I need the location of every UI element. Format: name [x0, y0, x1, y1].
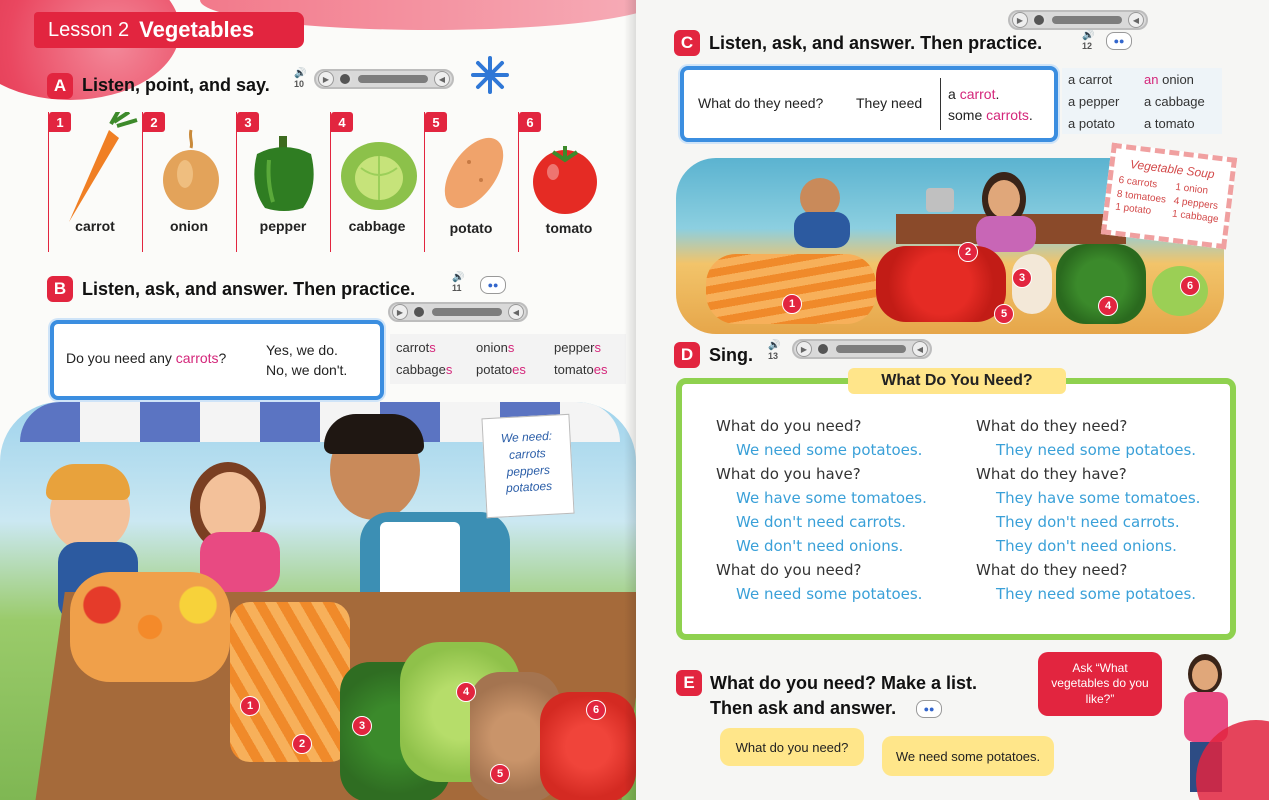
speech-bubble-answer: We need some potatoes.	[882, 736, 1054, 776]
vegetable-number: 2	[143, 112, 165, 132]
vegetable-row	[48, 112, 618, 254]
scene-number: 6	[1180, 276, 1200, 296]
vegetable-label: cabbage	[348, 218, 406, 234]
play-icon[interactable]: ▶	[1012, 12, 1028, 28]
tomato-group	[876, 246, 1006, 322]
scene-number: 2	[292, 734, 312, 754]
progress-bar[interactable]	[432, 308, 502, 316]
vegetable-label: potato	[449, 220, 493, 236]
volume-icon[interactable]: ◀	[508, 304, 524, 320]
carrot-image	[59, 112, 139, 222]
potato-image	[433, 132, 515, 214]
question-text: What do they need?	[698, 95, 824, 111]
note-line: peppers	[506, 462, 551, 479]
volume-icon[interactable]: ◀	[434, 71, 450, 87]
question-pre: Do you need any	[66, 350, 176, 366]
track-number: 13	[768, 351, 779, 361]
onion-image	[159, 128, 223, 212]
option-item: onions	[476, 340, 515, 355]
audio-icon: 🔊	[768, 340, 781, 351]
vegetable-label: carrot	[75, 218, 115, 234]
section-d-letter: D	[674, 342, 700, 368]
track-number: 10	[294, 79, 305, 89]
recipe-title: Vegetable Soup	[1129, 157, 1216, 182]
play-icon[interactable]: ▶	[318, 71, 334, 87]
vegetable-card-carrot	[48, 112, 141, 252]
section-c-title: Listen, ask, and answer. Then practice.	[709, 33, 1043, 53]
note-line: carrots	[508, 445, 547, 462]
question-word: carrots	[175, 350, 219, 366]
scene-number: 3	[352, 716, 372, 736]
question-post: ?	[218, 350, 227, 366]
option-item: carrots	[396, 340, 436, 355]
option-item: peppers	[554, 340, 601, 355]
audio-player-b[interactable]	[388, 302, 528, 322]
seek-knob[interactable]	[816, 342, 830, 356]
progress-bar[interactable]	[1052, 16, 1122, 24]
section-d-title: Sing.	[709, 345, 753, 365]
song-line: What do you have?	[716, 465, 861, 483]
section-a-title: Listen, point, and say.	[82, 75, 270, 95]
answer-line-1: a carrot.	[948, 86, 1000, 102]
track-c	[1082, 30, 1094, 51]
audio-icon: 🔊	[294, 68, 307, 79]
option-item: an onion	[1144, 72, 1194, 87]
option-item: cabbages	[396, 362, 453, 377]
track-b	[452, 272, 464, 293]
song-line: We need some potatoes.	[736, 441, 923, 459]
seek-knob[interactable]	[1032, 13, 1046, 27]
song-line: What do you need?	[716, 417, 862, 435]
answer-yes: Yes, we do.	[266, 342, 338, 358]
scene-number: 1	[240, 696, 260, 716]
boy-hair	[46, 464, 130, 500]
option-item: potatoes	[476, 362, 526, 377]
pair-work-icon: ●●	[1106, 32, 1132, 50]
scene-number: 4	[456, 682, 476, 702]
scene-number: 5	[994, 304, 1014, 324]
song-line: We don't need carrots.	[736, 513, 907, 531]
answer-line-2: some carrots.	[948, 107, 1033, 123]
vegetable-number: 6	[519, 112, 541, 132]
song-line: We don't need onions.	[736, 537, 904, 555]
snowflake-icon	[470, 55, 510, 95]
divider	[940, 78, 941, 130]
vegetable-number: 5	[425, 112, 447, 132]
answers	[266, 340, 347, 380]
note-line: potatoes	[505, 479, 553, 496]
scene-number: 2	[958, 242, 978, 262]
girl-character	[988, 180, 1020, 218]
section-c-letter: C	[674, 30, 700, 56]
recipe-item: 4 peppers	[1173, 195, 1219, 212]
boy-shirt	[794, 212, 850, 248]
option-item: a pepper	[1068, 94, 1120, 109]
audio-player-c[interactable]	[1008, 10, 1148, 30]
song-line: What do they need?	[976, 561, 1128, 579]
vegetable-card-onion	[142, 112, 235, 252]
track-number: 12	[1082, 41, 1093, 51]
speech-bubble-question: What do you need?	[720, 728, 864, 766]
pair-work-icon: ●●	[916, 700, 942, 718]
song-line: They don't need onions.	[996, 537, 1177, 555]
pepper-image	[249, 136, 319, 212]
girl-face	[1192, 660, 1218, 690]
audio-icon: 🔊	[1082, 30, 1095, 41]
scene-number: 6	[586, 700, 606, 720]
song-line: They don't need carrots.	[996, 513, 1180, 531]
scene-number: 3	[1012, 268, 1032, 288]
vegetable-card-pepper	[236, 112, 329, 252]
song-right-column	[976, 414, 1200, 606]
song-line: What do they have?	[976, 465, 1127, 483]
seek-knob[interactable]	[338, 72, 352, 86]
song-line: What do they need?	[976, 417, 1128, 435]
cabbage-image	[339, 138, 419, 212]
shopping-note	[481, 414, 574, 518]
vegetable-card-cabbage	[330, 112, 423, 252]
recipe-card	[1101, 143, 1237, 250]
cooking-pot	[926, 188, 954, 212]
section-b-title: Listen, ask, and answer. Then practice.	[82, 279, 416, 299]
lesson-banner	[34, 12, 304, 48]
dialog-box-c	[680, 66, 1058, 142]
recipe-col-1	[1114, 174, 1168, 220]
section-e-title-line-2: Then ask and answer.	[710, 698, 897, 718]
answer-options	[948, 84, 1033, 126]
answer-no: No, we don't.	[266, 362, 348, 378]
options-c	[1062, 68, 1222, 134]
audio-player-d[interactable]	[792, 339, 932, 359]
volume-icon[interactable]: ◀	[912, 341, 928, 357]
dialog-box-b	[50, 320, 384, 400]
audio-icon: 🔊	[452, 272, 465, 283]
vegetable-label: pepper	[259, 218, 307, 234]
option-item: a cabbage	[1144, 94, 1205, 109]
vegetable-number: 3	[237, 112, 259, 132]
vegetable-label: onion	[169, 218, 209, 234]
carrot-pile	[230, 602, 350, 762]
song-line: What do you need?	[716, 561, 862, 579]
play-icon[interactable]: ▶	[796, 341, 812, 357]
market-scene	[0, 402, 636, 800]
vegetable-number: 4	[331, 112, 353, 132]
fruit-pile	[70, 572, 230, 682]
pair-work-icon: ●●	[480, 276, 506, 294]
vegetable-card-potato	[424, 112, 517, 252]
note-line: We need:	[500, 428, 553, 446]
right-page	[636, 0, 1269, 800]
track-number: 11	[452, 283, 462, 293]
scene-number: 4	[1098, 296, 1118, 316]
section-a-letter: A	[47, 73, 73, 99]
recipe-item: 6 carrots	[1117, 174, 1158, 191]
tip-bubble: Ask “What vegetables do you like?”	[1038, 652, 1162, 716]
option-item: a potato	[1068, 116, 1116, 131]
recipe-item: 1 onion	[1174, 181, 1209, 197]
options-b	[390, 334, 626, 384]
song-title: What Do You Need?	[848, 368, 1066, 394]
option-item: tomatoes	[554, 362, 608, 377]
recipe-col-2	[1171, 181, 1222, 227]
volume-icon[interactable]: ◀	[1128, 12, 1144, 28]
option-item: a carrot	[1068, 72, 1113, 87]
seek-knob[interactable]	[412, 305, 426, 319]
track-d	[768, 340, 780, 361]
section-b-letter: B	[47, 276, 73, 302]
vendor-hair	[324, 414, 424, 454]
vegetable-label: tomato	[545, 220, 593, 236]
song-line: They have some tomatoes.	[996, 489, 1201, 507]
scene-number: 1	[782, 294, 802, 314]
option-item: a tomato	[1144, 116, 1195, 131]
song-left-column	[716, 414, 927, 606]
song-line: They need some potatoes.	[996, 585, 1197, 603]
song-line: We need some potatoes.	[736, 585, 923, 603]
play-icon[interactable]: ▶	[392, 304, 408, 320]
recipe-item: 1 potato	[1114, 201, 1152, 218]
audio-player-a[interactable]	[314, 69, 454, 89]
song-line: We have some tomatoes.	[736, 489, 927, 507]
question-text	[66, 350, 226, 366]
answer-pre: They need	[856, 95, 923, 111]
vegetable-card-tomato	[518, 112, 619, 252]
lesson-number: Lesson 2	[48, 18, 130, 41]
section-e-letter: E	[676, 670, 702, 696]
progress-bar[interactable]	[836, 345, 906, 353]
section-e-title-line-1: What do you need? Make a list.	[710, 673, 978, 693]
track-a	[294, 68, 306, 89]
recipe-item: 8 tomatoes	[1116, 188, 1167, 206]
cabbage-group	[1152, 266, 1208, 316]
lesson-title: Vegetables	[139, 17, 255, 42]
progress-bar[interactable]	[358, 75, 428, 83]
tomato-image	[529, 142, 601, 214]
scene-number: 5	[490, 764, 510, 784]
vegetable-number: 1	[49, 112, 71, 132]
song-line: They need some potatoes.	[996, 441, 1197, 459]
recipe-item: 1 cabbage	[1171, 208, 1220, 226]
